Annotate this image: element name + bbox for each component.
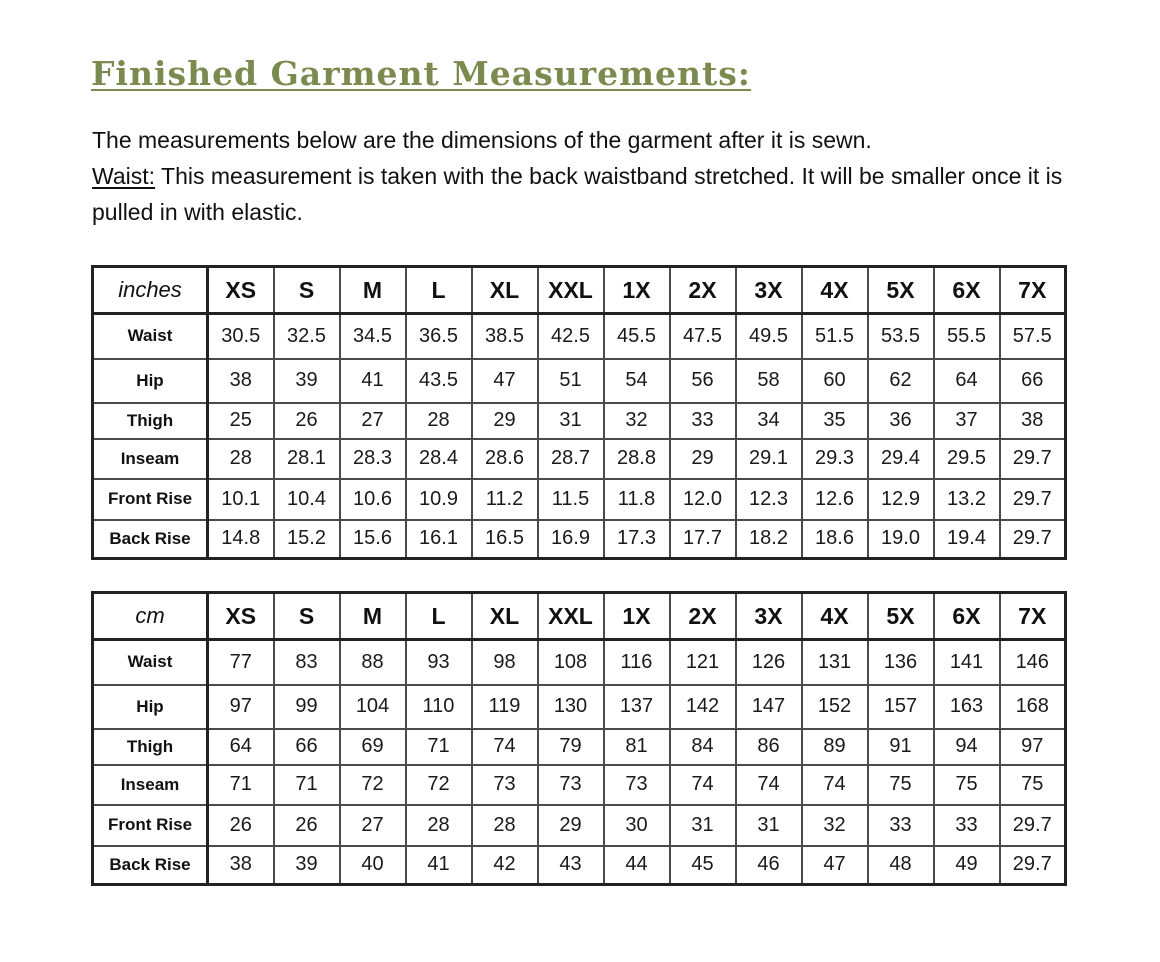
cell-cm-thigh-xl: 74: [472, 729, 538, 765]
cell-cm-thigh-5x: 91: [868, 729, 934, 765]
cell-cm-back-rise-xxl: 43: [538, 846, 604, 885]
size-header-7x: 7X: [1000, 593, 1066, 640]
cell-inches-inseam-3x: 29.1: [736, 439, 802, 479]
cell-inches-inseam-s: 28.1: [274, 439, 340, 479]
cell-inches-hip-2x: 56: [670, 359, 736, 403]
cell-cm-front-rise-2x: 31: [670, 805, 736, 846]
cell-cm-inseam-l: 72: [406, 765, 472, 805]
cell-cm-hip-5x: 157: [868, 685, 934, 729]
cell-inches-thigh-2x: 33: [670, 403, 736, 439]
size-header-xs: XS: [208, 593, 274, 640]
table-row-front-rise: [93, 479, 1066, 520]
cell-cm-waist-5x: 136: [868, 640, 934, 685]
cell-inches-back-rise-l: 16.1: [406, 520, 472, 559]
cell-cm-inseam-s: 71: [274, 765, 340, 805]
cell-inches-waist-3x: 49.5: [736, 314, 802, 359]
cell-inches-front-rise-xxl: 11.5: [538, 479, 604, 520]
cell-inches-thigh-6x: 37: [934, 403, 1000, 439]
table-row-back-rise: [93, 520, 1066, 559]
size-header-s: S: [274, 593, 340, 640]
cell-inches-back-rise-6x: 19.4: [934, 520, 1000, 559]
cell-cm-waist-1x: 116: [604, 640, 670, 685]
row-label-inseam: Inseam: [93, 765, 208, 805]
cell-inches-front-rise-5x: 12.9: [868, 479, 934, 520]
cell-inches-inseam-7x: 29.7: [1000, 439, 1066, 479]
size-header-m: M: [340, 267, 406, 314]
cell-inches-hip-4x: 60: [802, 359, 868, 403]
cell-cm-waist-l: 93: [406, 640, 472, 685]
size-header-6x: 6X: [934, 593, 1000, 640]
table-row-thigh: [93, 729, 1066, 765]
cell-cm-thigh-4x: 89: [802, 729, 868, 765]
cell-inches-hip-l: 43.5: [406, 359, 472, 403]
cell-cm-hip-6x: 163: [934, 685, 1000, 729]
cell-inches-waist-2x: 47.5: [670, 314, 736, 359]
cell-cm-waist-2x: 121: [670, 640, 736, 685]
row-label-inseam: Inseam: [93, 439, 208, 479]
cell-cm-hip-1x: 137: [604, 685, 670, 729]
cell-cm-hip-3x: 147: [736, 685, 802, 729]
cell-cm-back-rise-xs: 38: [208, 846, 274, 885]
cell-cm-waist-7x: 146: [1000, 640, 1066, 685]
cell-inches-hip-xxl: 51: [538, 359, 604, 403]
size-header-m: M: [340, 593, 406, 640]
cell-cm-waist-xxl: 108: [538, 640, 604, 685]
cell-cm-waist-4x: 131: [802, 640, 868, 685]
cell-inches-hip-3x: 58: [736, 359, 802, 403]
cell-cm-back-rise-1x: 44: [604, 846, 670, 885]
cell-inches-inseam-l: 28.4: [406, 439, 472, 479]
table-row-waist: [93, 640, 1066, 685]
cell-inches-back-rise-xl: 16.5: [472, 520, 538, 559]
cell-inches-waist-xs: 30.5: [208, 314, 274, 359]
cell-inches-waist-xxl: 42.5: [538, 314, 604, 359]
cell-inches-inseam-4x: 29.3: [802, 439, 868, 479]
cell-cm-thigh-3x: 86: [736, 729, 802, 765]
size-header-3x: 3X: [736, 267, 802, 314]
cell-inches-waist-1x: 45.5: [604, 314, 670, 359]
cell-inches-waist-7x: 57.5: [1000, 314, 1066, 359]
cell-inches-back-rise-4x: 18.6: [802, 520, 868, 559]
intro-text: [92, 122, 1072, 230]
unit-label: inches: [93, 267, 208, 314]
cell-cm-hip-xl: 119: [472, 685, 538, 729]
cell-inches-hip-5x: 62: [868, 359, 934, 403]
cell-inches-front-rise-xs: 10.1: [208, 479, 274, 520]
cell-inches-thigh-l: 28: [406, 403, 472, 439]
size-header-6x: 6X: [934, 267, 1000, 314]
cell-inches-back-rise-s: 15.2: [274, 520, 340, 559]
row-label-front-rise: Front Rise: [93, 805, 208, 846]
cell-cm-waist-xs: 77: [208, 640, 274, 685]
row-label-waist: Waist: [93, 640, 208, 685]
cell-cm-hip-l: 110: [406, 685, 472, 729]
row-label-back-rise: Back Rise: [93, 846, 208, 885]
cell-inches-front-rise-l: 10.9: [406, 479, 472, 520]
intro-line: The measurements below are the dimensions of the garment after it is sewn.: [92, 127, 872, 153]
cell-cm-waist-3x: 126: [736, 640, 802, 685]
cell-inches-back-rise-3x: 18.2: [736, 520, 802, 559]
cell-cm-back-rise-l: 41: [406, 846, 472, 885]
cell-inches-hip-xs: 38: [208, 359, 274, 403]
cell-cm-thigh-7x: 97: [1000, 729, 1066, 765]
cell-cm-hip-xs: 97: [208, 685, 274, 729]
table-row-waist: [93, 314, 1066, 359]
size-header-2x: 2X: [670, 593, 736, 640]
cell-cm-front-rise-1x: 30: [604, 805, 670, 846]
measurements-table-cm: [91, 591, 1067, 886]
cell-inches-waist-5x: 53.5: [868, 314, 934, 359]
cell-cm-inseam-xs: 71: [208, 765, 274, 805]
cell-inches-front-rise-6x: 13.2: [934, 479, 1000, 520]
cell-cm-front-rise-4x: 32: [802, 805, 868, 846]
cell-cm-back-rise-s: 39: [274, 846, 340, 885]
cell-cm-inseam-6x: 75: [934, 765, 1000, 805]
cell-cm-front-rise-5x: 33: [868, 805, 934, 846]
cell-cm-front-rise-xs: 26: [208, 805, 274, 846]
row-label-front-rise: Front Rise: [93, 479, 208, 520]
cell-inches-back-rise-xs: 14.8: [208, 520, 274, 559]
cell-cm-thigh-6x: 94: [934, 729, 1000, 765]
cell-inches-inseam-2x: 29: [670, 439, 736, 479]
row-label-waist: Waist: [93, 314, 208, 359]
cell-cm-thigh-xs: 64: [208, 729, 274, 765]
cell-cm-inseam-xxl: 73: [538, 765, 604, 805]
cell-inches-thigh-7x: 38: [1000, 403, 1066, 439]
cell-inches-waist-xl: 38.5: [472, 314, 538, 359]
cell-inches-back-rise-7x: 29.7: [1000, 520, 1066, 559]
table-row-inseam: [93, 765, 1066, 805]
cell-cm-back-rise-2x: 45: [670, 846, 736, 885]
cell-cm-hip-m: 104: [340, 685, 406, 729]
cell-cm-thigh-l: 71: [406, 729, 472, 765]
cell-inches-front-rise-4x: 12.6: [802, 479, 868, 520]
row-label-back-rise: Back Rise: [93, 520, 208, 559]
size-header-5x: 5X: [868, 593, 934, 640]
cell-inches-thigh-s: 26: [274, 403, 340, 439]
size-header-s: S: [274, 267, 340, 314]
size-header-xs: XS: [208, 267, 274, 314]
cell-cm-hip-4x: 152: [802, 685, 868, 729]
row-label-hip: Hip: [93, 359, 208, 403]
size-header-1x: 1X: [604, 593, 670, 640]
cell-inches-front-rise-2x: 12.0: [670, 479, 736, 520]
cell-cm-back-rise-3x: 46: [736, 846, 802, 885]
cell-inches-front-rise-m: 10.6: [340, 479, 406, 520]
size-header-xxl: XXL: [538, 593, 604, 640]
page-title: Finished Garment Measurements:: [91, 54, 751, 93]
cell-cm-inseam-1x: 73: [604, 765, 670, 805]
cell-cm-front-rise-m: 27: [340, 805, 406, 846]
table-row-inseam: [93, 439, 1066, 479]
cell-inches-front-rise-3x: 12.3: [736, 479, 802, 520]
row-label-thigh: Thigh: [93, 729, 208, 765]
cell-cm-back-rise-6x: 49: [934, 846, 1000, 885]
cell-inches-thigh-5x: 36: [868, 403, 934, 439]
cell-inches-thigh-4x: 35: [802, 403, 868, 439]
cell-cm-back-rise-7x: 29.7: [1000, 846, 1066, 885]
cell-inches-thigh-xxl: 31: [538, 403, 604, 439]
size-header-7x: 7X: [1000, 267, 1066, 314]
size-header-4x: 4X: [802, 267, 868, 314]
cell-cm-inseam-xl: 73: [472, 765, 538, 805]
cell-cm-hip-s: 99: [274, 685, 340, 729]
row-label-thigh: Thigh: [93, 403, 208, 439]
cell-inches-inseam-m: 28.3: [340, 439, 406, 479]
cell-inches-back-rise-xxl: 16.9: [538, 520, 604, 559]
cell-cm-hip-2x: 142: [670, 685, 736, 729]
size-header-xl: XL: [472, 593, 538, 640]
cell-cm-front-rise-s: 26: [274, 805, 340, 846]
cell-inches-back-rise-1x: 17.3: [604, 520, 670, 559]
table-row-front-rise: [93, 805, 1066, 846]
cell-inches-thigh-xl: 29: [472, 403, 538, 439]
row-label-hip: Hip: [93, 685, 208, 729]
measurements-table-inches: [91, 265, 1067, 560]
cell-inches-back-rise-5x: 19.0: [868, 520, 934, 559]
cell-cm-hip-xxl: 130: [538, 685, 604, 729]
table-row-hip: [93, 685, 1066, 729]
cell-inches-thigh-3x: 34: [736, 403, 802, 439]
unit-label: cm: [93, 593, 208, 640]
cell-inches-inseam-5x: 29.4: [868, 439, 934, 479]
cell-cm-waist-6x: 141: [934, 640, 1000, 685]
table-row-thigh: [93, 403, 1066, 439]
cell-cm-thigh-s: 66: [274, 729, 340, 765]
cell-inches-front-rise-1x: 11.8: [604, 479, 670, 520]
header-row: [93, 593, 1066, 640]
cell-cm-inseam-3x: 74: [736, 765, 802, 805]
size-header-5x: 5X: [868, 267, 934, 314]
cell-cm-back-rise-xl: 42: [472, 846, 538, 885]
cell-cm-back-rise-4x: 47: [802, 846, 868, 885]
cell-inches-waist-m: 34.5: [340, 314, 406, 359]
cell-cm-front-rise-l: 28: [406, 805, 472, 846]
cell-inches-waist-s: 32.5: [274, 314, 340, 359]
size-header-3x: 3X: [736, 593, 802, 640]
cell-cm-inseam-5x: 75: [868, 765, 934, 805]
cell-inches-waist-l: 36.5: [406, 314, 472, 359]
table-row-back-rise: [93, 846, 1066, 885]
cell-inches-inseam-xs: 28: [208, 439, 274, 479]
cell-cm-front-rise-3x: 31: [736, 805, 802, 846]
cell-inches-back-rise-m: 15.6: [340, 520, 406, 559]
cell-cm-inseam-4x: 74: [802, 765, 868, 805]
size-header-1x: 1X: [604, 267, 670, 314]
size-header-l: L: [406, 593, 472, 640]
cell-inches-front-rise-xl: 11.2: [472, 479, 538, 520]
cell-cm-hip-7x: 168: [1000, 685, 1066, 729]
waist-note: [92, 158, 1072, 230]
cell-cm-front-rise-xl: 28: [472, 805, 538, 846]
cell-inches-hip-s: 39: [274, 359, 340, 403]
cell-inches-hip-6x: 64: [934, 359, 1000, 403]
cell-cm-back-rise-m: 40: [340, 846, 406, 885]
cell-inches-inseam-1x: 28.8: [604, 439, 670, 479]
cell-cm-back-rise-5x: 48: [868, 846, 934, 885]
cell-inches-hip-7x: 66: [1000, 359, 1066, 403]
cell-inches-thigh-m: 27: [340, 403, 406, 439]
waist-note-text: This measurement is taken with the back waistband stretched. It will be smaller once it is pulled in with elastic.: [92, 163, 1063, 225]
cell-cm-thigh-2x: 84: [670, 729, 736, 765]
cell-inches-front-rise-7x: 29.7: [1000, 479, 1066, 520]
size-header-xl: XL: [472, 267, 538, 314]
size-header-4x: 4X: [802, 593, 868, 640]
size-header-2x: 2X: [670, 267, 736, 314]
header-row: [93, 267, 1066, 314]
size-header-xxl: XXL: [538, 267, 604, 314]
cell-cm-inseam-m: 72: [340, 765, 406, 805]
cell-inches-thigh-xs: 25: [208, 403, 274, 439]
cell-cm-waist-s: 83: [274, 640, 340, 685]
cell-cm-waist-xl: 98: [472, 640, 538, 685]
cell-inches-front-rise-s: 10.4: [274, 479, 340, 520]
cell-cm-waist-m: 88: [340, 640, 406, 685]
cell-inches-back-rise-2x: 17.7: [670, 520, 736, 559]
cell-inches-hip-m: 41: [340, 359, 406, 403]
cell-cm-front-rise-7x: 29.7: [1000, 805, 1066, 846]
cell-inches-waist-4x: 51.5: [802, 314, 868, 359]
waist-note-label: Waist:: [92, 163, 156, 189]
size-header-l: L: [406, 267, 472, 314]
cell-cm-thigh-xxl: 79: [538, 729, 604, 765]
cell-inches-inseam-xxl: 28.7: [538, 439, 604, 479]
cell-cm-front-rise-xxl: 29: [538, 805, 604, 846]
cell-inches-hip-xl: 47: [472, 359, 538, 403]
cell-inches-inseam-xl: 28.6: [472, 439, 538, 479]
cell-inches-hip-1x: 54: [604, 359, 670, 403]
cell-inches-waist-6x: 55.5: [934, 314, 1000, 359]
cell-cm-inseam-2x: 74: [670, 765, 736, 805]
table-row-hip: [93, 359, 1066, 403]
cell-inches-thigh-1x: 32: [604, 403, 670, 439]
cell-cm-inseam-7x: 75: [1000, 765, 1066, 805]
cell-cm-thigh-1x: 81: [604, 729, 670, 765]
cell-cm-thigh-m: 69: [340, 729, 406, 765]
cell-cm-front-rise-6x: 33: [934, 805, 1000, 846]
cell-inches-inseam-6x: 29.5: [934, 439, 1000, 479]
